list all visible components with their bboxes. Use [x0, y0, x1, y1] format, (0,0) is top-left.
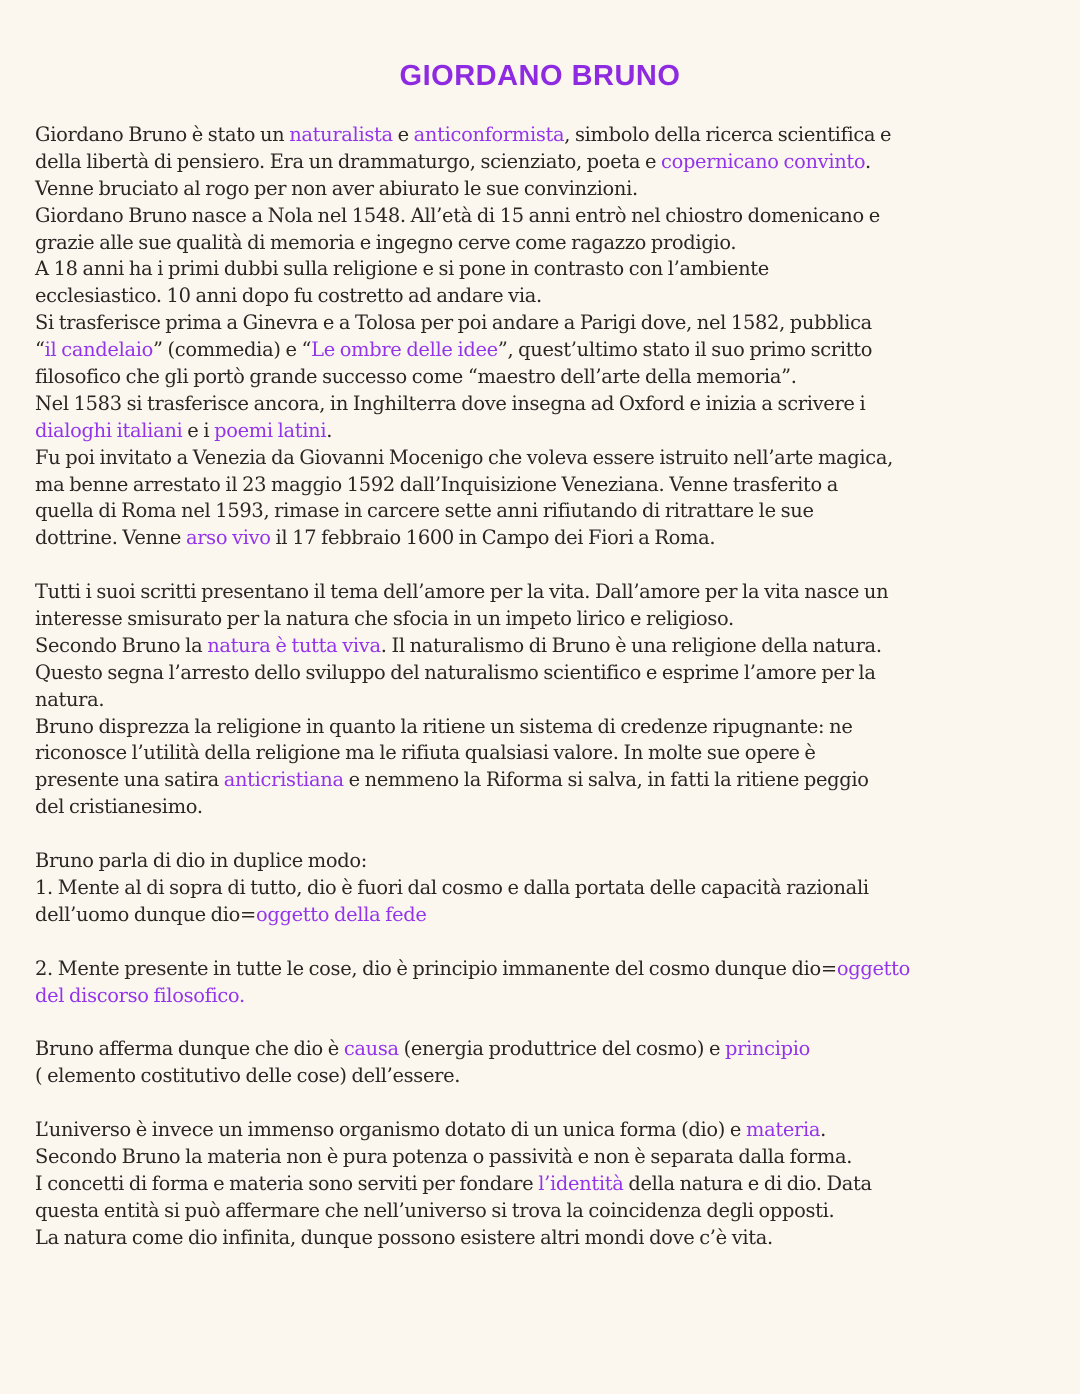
text-run: Giordano Bruno nasce a Nola nel 1548. All’età di 15 anni entrò nel chiostro domenicano e [35, 203, 880, 227]
text-run: dell’uomo dunque dio= [35, 902, 257, 926]
text-line [35, 660, 1055, 687]
highlighted-term: anticristiana [223, 768, 344, 792]
highlighted-term: del discorso filosofico. [35, 983, 245, 1007]
document-body [35, 122, 1055, 1251]
text-line [35, 472, 1055, 499]
text-run: dottrine. Venne [35, 526, 186, 550]
text-line [35, 633, 1055, 660]
text-line [35, 848, 1055, 875]
highlighted-term: dialoghi italiani [35, 418, 183, 442]
text-line [35, 149, 1055, 176]
text-run: . Il naturalismo di Bruno è una religione della natura. [380, 633, 882, 657]
text-line [35, 364, 1055, 391]
text-run: Questo segna l’arresto dello sviluppo del naturalismo scientifico e esprime l’amore per la [35, 660, 876, 684]
highlighted-term: natura è tutta viva [207, 633, 381, 657]
text-line [35, 176, 1055, 203]
text-line [35, 283, 1055, 310]
text-line [35, 1144, 1055, 1171]
text-run: . [820, 1117, 827, 1141]
text-run: Nel 1583 si trasferisce ancora, in Inghilterra dove insegna ad Oxford e inizia a scrivere i [35, 391, 866, 415]
highlighted-term: oggetto della fede [256, 902, 427, 926]
text-run: ( elemento costitutivo delle cose) dell’essere. [35, 1064, 461, 1088]
text-line [35, 445, 1055, 472]
text-run: 1. Mente al di sopra di tutto, dio è fuori dal cosmo e dalla portata delle capacità razionali [35, 875, 869, 899]
text-run: “ [35, 338, 45, 362]
text-run: Venne bruciato al rogo per non aver abiurato le sue convinzioni. [35, 176, 638, 200]
text-run: (energia produttrice del cosmo) e [398, 1037, 725, 1061]
text-line [35, 230, 1055, 257]
paragraph-break [35, 1090, 1055, 1117]
text-line [35, 875, 1055, 902]
text-run: . [864, 149, 871, 173]
text-line [35, 256, 1055, 283]
page-title: GIORDANO BRUNO [399, 60, 681, 92]
text-line [35, 203, 1055, 230]
text-line [35, 122, 1055, 149]
text-line [35, 794, 1055, 821]
text-run: 2. Mente presente in tutte le cose, dio è principio immanente del cosmo dunque dio= [35, 956, 837, 980]
text-run: interesse smisurato per la natura che sfocia in un impeto lirico e religioso. [35, 607, 734, 631]
highlighted-term: poemi latini [214, 418, 327, 442]
text-run: questa entità si può affermare che nell’universo si trova la coincidenza degli opposti. [35, 1198, 835, 1222]
highlighted-term: copernicano convinto [661, 149, 865, 173]
highlighted-term: Le ombre delle idee [311, 338, 498, 362]
text-run: natura. [35, 687, 105, 711]
text-run: L’universo è invece un immenso organismo dotato di un unica forma (dio) e [35, 1117, 746, 1141]
text-line [35, 1036, 1055, 1063]
text-run: della natura e di dio. Data [623, 1171, 872, 1195]
text-run: riconosce l’utilità della religione ma le rifiuta qualsiasi valore. In molte sue opere è [35, 741, 816, 765]
highlighted-term: l’identità [538, 1171, 624, 1195]
text-line [35, 418, 1055, 445]
text-line [35, 687, 1055, 714]
highlighted-term: naturalista [289, 123, 393, 146]
highlighted-term: causa [343, 1037, 399, 1061]
text-run: e nemmeno la Riforma si salva, in fatti la ritiene peggio [343, 768, 869, 792]
text-run: Si trasferisce prima a Ginevra e a Tolosa per poi andare a Parigi dove, nel 1582, pubblica [35, 311, 872, 335]
paragraph-break [35, 552, 1055, 579]
text-run: Tutti i suoi scritti presentano il tema dell’amore per la vita. Dall’amore per la vita nasce un [35, 580, 889, 604]
highlighted-term: materia [745, 1117, 821, 1141]
text-line [35, 902, 1055, 929]
text-line [35, 606, 1055, 633]
highlighted-term: principio [725, 1037, 811, 1061]
text-line [35, 956, 1055, 983]
text-line [35, 1171, 1055, 1198]
text-run: Fu poi invitato a Venezia da Giovanni Mocenigo che voleva essere istruito nell’arte magica, [35, 445, 893, 469]
highlighted-term: il candelaio [44, 338, 154, 362]
highlighted-term: oggetto [836, 956, 910, 980]
text-run: il 17 febbraio 1600 in Campo dei Fiori a Roma. [270, 526, 716, 550]
text-line [35, 1225, 1055, 1252]
text-run: quella di Roma nel 1593, rimase in carcere sette anni rifiutando di ritrattare le sue [35, 499, 814, 523]
text-run: Bruno disprezza la religione in quanto la ritiene un sistema di credenze ripugnante: ne [35, 714, 853, 738]
text-line [35, 525, 1055, 552]
text-run: presente una satira [35, 768, 224, 792]
text-run: Giordano Bruno è stato un [35, 123, 290, 146]
text-line [35, 579, 1055, 606]
paragraph-break [35, 821, 1055, 848]
text-run: Secondo Bruno la materia non è pura potenza o passività e non è separata dalla forma. [35, 1144, 853, 1168]
text-run: del cristianesimo. [35, 795, 203, 819]
text-line [35, 337, 1055, 364]
text-run: e i [182, 418, 215, 442]
text-run: A 18 anni ha i primi dubbi sulla religione e si pone in contrasto con l’ambiente [35, 257, 769, 281]
text-run: . [326, 418, 333, 442]
text-run: , simbolo della ricerca scientifica e [564, 123, 892, 146]
text-line [35, 767, 1055, 794]
text-line [35, 391, 1055, 418]
text-run: Secondo Bruno la [35, 633, 208, 657]
paragraph-break [35, 929, 1055, 956]
text-run: ”, quest’ultimo stato il suo primo scritto [497, 338, 873, 362]
paragraph-break [35, 1009, 1055, 1036]
text-line [35, 1198, 1055, 1225]
text-run: filosofico che gli portò grande successo come “maestro dell’arte della memoria”. [35, 365, 797, 389]
highlighted-term: arso vivo [185, 526, 271, 550]
highlighted-term: anticonformista [413, 123, 565, 146]
text-run: e [392, 123, 414, 146]
text-line [35, 714, 1055, 741]
text-run: La natura come dio infinita, dunque possono esistere altri mondi dove c’è vita. [35, 1225, 773, 1249]
text-run: grazie alle sue qualità di memoria e ingegno cerve come ragazzo prodigio. [35, 230, 737, 254]
text-run: ecclesiastico. 10 anni dopo fu costretto ad andare via. [35, 284, 542, 308]
text-line [35, 310, 1055, 337]
text-run: della libertà di pensiero. Era un drammaturgo, scienziato, poeta e [35, 149, 662, 173]
text-run: Bruno afferma dunque che dio è [35, 1037, 344, 1061]
text-run: I concetti di forma e materia sono serviti per fondare [35, 1171, 539, 1195]
text-line [35, 983, 1055, 1010]
text-line [35, 1117, 1055, 1144]
text-line [35, 740, 1055, 767]
text-run: ma benne arrestato il 23 maggio 1592 dall’Inquisizione Veneziana. Venne trasferito a [35, 472, 839, 496]
text-run: Bruno parla di dio in duplice modo: [35, 849, 367, 873]
text-run: ” (commedia) e “ [153, 338, 312, 362]
text-line [35, 1063, 1055, 1090]
text-line [35, 498, 1055, 525]
